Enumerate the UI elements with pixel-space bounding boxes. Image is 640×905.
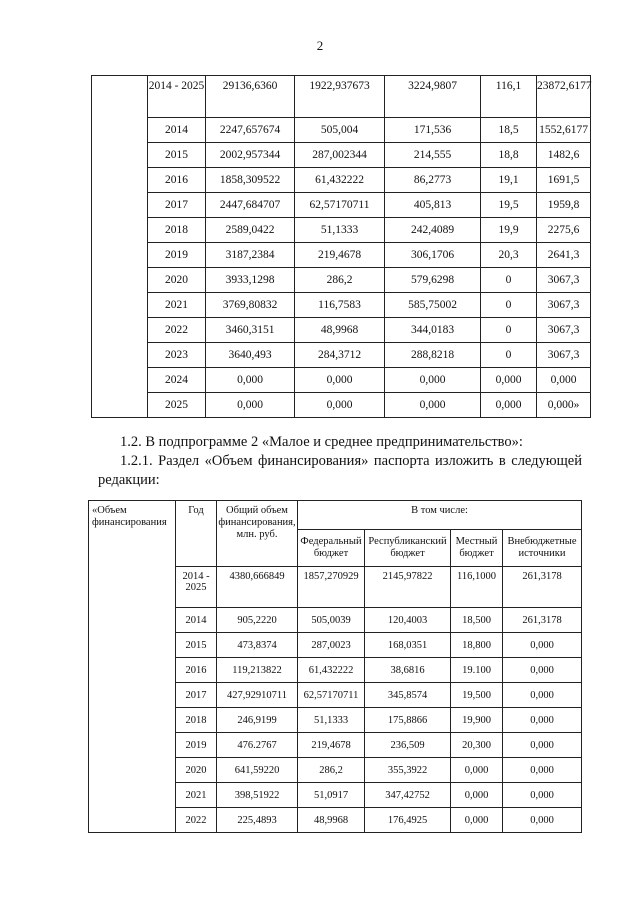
table-cell: 286,2 bbox=[295, 268, 385, 293]
table-cell: 2247,657674 bbox=[206, 118, 295, 143]
table-cell: 0 bbox=[481, 268, 537, 293]
table-row bbox=[92, 243, 591, 268]
table-cell: 2017 bbox=[176, 683, 217, 708]
table-cell: 2015 bbox=[148, 143, 206, 168]
table-cell: 0,000 bbox=[503, 783, 582, 808]
table-cell: 0,000 bbox=[503, 683, 582, 708]
table-cell: 0,000 bbox=[503, 633, 582, 658]
table-cell: 176,4925 bbox=[365, 808, 451, 833]
table-cell: 1858,309522 bbox=[206, 168, 295, 193]
table-row bbox=[92, 393, 591, 418]
table-cell: 219,4678 bbox=[295, 243, 385, 268]
table-cell: 116,1 bbox=[481, 76, 537, 118]
table-cell: 2023 bbox=[148, 343, 206, 368]
table-cell: 19.100 bbox=[451, 658, 503, 683]
table-cell: 3769,80832 bbox=[206, 293, 295, 318]
table-cell: 2025 bbox=[148, 393, 206, 418]
table-cell: 62,57170711 bbox=[295, 193, 385, 218]
table-cell: 0,000 bbox=[503, 758, 582, 783]
table-cell: 48,9968 bbox=[298, 808, 365, 833]
table-cell: 2014 bbox=[176, 608, 217, 633]
table-cell: 288,8218 bbox=[385, 343, 481, 368]
table-cell: 905,2220 bbox=[217, 608, 298, 633]
table-cell: 355,3922 bbox=[365, 758, 451, 783]
table-cell: 18,8 bbox=[481, 143, 537, 168]
table-cell: 2275,6 bbox=[537, 218, 591, 243]
label-column-blank bbox=[92, 76, 148, 418]
table-cell: 2021 bbox=[148, 293, 206, 318]
table-cell: 1691,5 bbox=[537, 168, 591, 193]
table-cell: 2022 bbox=[176, 808, 217, 833]
table-cell: 1482,6 bbox=[537, 143, 591, 168]
table-cell: 2024 bbox=[148, 368, 206, 393]
paragraph-section-funding: 1.2.1. Раздел «Объем финансирования» паспорта изложить в следующей редакции: bbox=[98, 453, 582, 488]
table-cell: 2014 - 2025 bbox=[148, 76, 206, 118]
header-republic: Республиканский бюджет bbox=[365, 530, 451, 567]
header-local: Местный бюджет bbox=[451, 530, 503, 567]
table-cell: 242,4089 bbox=[385, 218, 481, 243]
table-cell: 246,9199 bbox=[217, 708, 298, 733]
header-extra: Внебюджетные источники bbox=[503, 530, 582, 567]
table-cell: 2014 bbox=[148, 118, 206, 143]
table-row bbox=[92, 193, 591, 218]
table-cell: 0,000 bbox=[206, 368, 295, 393]
table-cell: 3460,3151 bbox=[206, 318, 295, 343]
table-cell: 398,51922 bbox=[217, 783, 298, 808]
table-cell: 0 bbox=[481, 343, 537, 368]
table-cell: 2016 bbox=[148, 168, 206, 193]
table-cell: 0,000 bbox=[503, 808, 582, 833]
table-cell: 2022 bbox=[148, 318, 206, 343]
table-cell: 38,6816 bbox=[365, 658, 451, 683]
table-cell: 23872,6177 bbox=[537, 76, 591, 118]
table-cell: 3187,2384 bbox=[206, 243, 295, 268]
table-cell: 51,1333 bbox=[295, 218, 385, 243]
table-cell: 345,8574 bbox=[365, 683, 451, 708]
table-cell: 287,002344 bbox=[295, 143, 385, 168]
table-cell: 287,0023 bbox=[298, 633, 365, 658]
table-cell: 0,000 bbox=[451, 808, 503, 833]
table-cell: 284,3712 bbox=[295, 343, 385, 368]
table-cell: 0,000 bbox=[295, 393, 385, 418]
table-cell: 2015 bbox=[176, 633, 217, 658]
table-row bbox=[92, 268, 591, 293]
table-row bbox=[92, 368, 591, 393]
table-cell: 225,4893 bbox=[217, 808, 298, 833]
table-cell: 2589,0422 bbox=[206, 218, 295, 243]
table-cell: 116,1000 bbox=[451, 567, 503, 608]
table-cell: 51,0917 bbox=[298, 783, 365, 808]
table-cell: 2447,684707 bbox=[206, 193, 295, 218]
table-cell: 51,1333 bbox=[298, 708, 365, 733]
table-cell: 2019 bbox=[148, 243, 206, 268]
table-cell: 19,5 bbox=[481, 193, 537, 218]
table-cell: 344,0183 bbox=[385, 318, 481, 343]
table-cell: 0,000» bbox=[537, 393, 591, 418]
table-cell: 2016 bbox=[176, 658, 217, 683]
table-cell: 2002,957344 bbox=[206, 143, 295, 168]
table-cell: 175,8866 bbox=[365, 708, 451, 733]
table-cell: 1552,6177 bbox=[537, 118, 591, 143]
table-cell: 29136,6360 bbox=[206, 76, 295, 118]
table-cell: 19,9 bbox=[481, 218, 537, 243]
funding-table-continuation bbox=[91, 75, 591, 418]
table-row bbox=[92, 218, 591, 243]
table-cell: 48,9968 bbox=[295, 318, 385, 343]
table-row bbox=[92, 76, 591, 118]
table-cell: 19,500 bbox=[451, 683, 503, 708]
table-cell: 219,4678 bbox=[298, 733, 365, 758]
table-cell: 2018 bbox=[176, 708, 217, 733]
table-cell: 2017 bbox=[148, 193, 206, 218]
table-cell: 18,500 bbox=[451, 608, 503, 633]
table-cell: 505,0039 bbox=[298, 608, 365, 633]
table-cell: 3067,3 bbox=[537, 293, 591, 318]
table-cell: 261,3178 bbox=[503, 608, 582, 633]
table-cell: 0,000 bbox=[537, 368, 591, 393]
table-cell: 2145,97822 bbox=[365, 567, 451, 608]
table-cell: 119,213822 bbox=[217, 658, 298, 683]
table-cell: 0 bbox=[481, 293, 537, 318]
table-cell: 473,8374 bbox=[217, 633, 298, 658]
table-cell: 86,2773 bbox=[385, 168, 481, 193]
table-cell: 1857,270929 bbox=[298, 567, 365, 608]
table-cell: 0,000 bbox=[451, 783, 503, 808]
table-cell: 0,000 bbox=[503, 733, 582, 758]
table-cell: 0,000 bbox=[481, 368, 537, 393]
table-cell: 427,92910711 bbox=[217, 683, 298, 708]
table-cell: 1959,8 bbox=[537, 193, 591, 218]
table-cell: 286,2 bbox=[298, 758, 365, 783]
table-cell: 19,900 bbox=[451, 708, 503, 733]
table-cell: 0,000 bbox=[503, 708, 582, 733]
table-cell: 641,59220 bbox=[217, 758, 298, 783]
table-cell: 405,813 bbox=[385, 193, 481, 218]
table-cell: 62,57170711 bbox=[298, 683, 365, 708]
table-cell: 0,000 bbox=[503, 658, 582, 683]
table-cell: 0,000 bbox=[385, 368, 481, 393]
table-cell: 2014 - 2025 bbox=[176, 567, 217, 608]
table-cell: 3640,493 bbox=[206, 343, 295, 368]
table-cell: 306,1706 bbox=[385, 243, 481, 268]
funding-table-subprogram-2 bbox=[88, 500, 582, 833]
header-including: В том числе: bbox=[298, 501, 582, 530]
table-row bbox=[92, 318, 591, 343]
table-cell: 579,6298 bbox=[385, 268, 481, 293]
table-cell: 0,000 bbox=[451, 758, 503, 783]
paragraph-subprogram-2: 1.2. В подпрограмме 2 «Малое и среднее предпринимательство»: bbox=[120, 434, 523, 450]
table-row bbox=[92, 343, 591, 368]
table-cell: 0,000 bbox=[481, 393, 537, 418]
table-cell: 2018 bbox=[148, 218, 206, 243]
table-cell: 2020 bbox=[176, 758, 217, 783]
table-cell: 20,3 bbox=[481, 243, 537, 268]
header-federal: Федеральный бюджет bbox=[298, 530, 365, 567]
table-row bbox=[92, 143, 591, 168]
table-cell: 505,004 bbox=[295, 118, 385, 143]
funding-label-cell: «Объем финансирования bbox=[89, 501, 176, 833]
table-row bbox=[92, 168, 591, 193]
table-cell: 61,432222 bbox=[298, 658, 365, 683]
table-cell: 0,000 bbox=[295, 368, 385, 393]
table-cell: 20,300 bbox=[451, 733, 503, 758]
table-cell: 4380,666849 bbox=[217, 567, 298, 608]
table-cell: 3067,3 bbox=[537, 343, 591, 368]
header-total: Общий объем финансирования, млн. руб. bbox=[217, 501, 298, 567]
header-year: Год bbox=[176, 501, 217, 567]
table-cell: 18,5 bbox=[481, 118, 537, 143]
table-cell: 261,3178 bbox=[503, 567, 582, 608]
table-cell: 3067,3 bbox=[537, 318, 591, 343]
page-number: 2 bbox=[316, 38, 324, 53]
table-cell: 120,4003 bbox=[365, 608, 451, 633]
table-cell: 2019 bbox=[176, 733, 217, 758]
table-cell: 236,509 bbox=[365, 733, 451, 758]
table-cell: 171,536 bbox=[385, 118, 481, 143]
table-cell: 0,000 bbox=[206, 393, 295, 418]
table-row bbox=[92, 118, 591, 143]
table-cell: 347,42752 bbox=[365, 783, 451, 808]
table-cell: 116,7583 bbox=[295, 293, 385, 318]
table-cell: 2021 bbox=[176, 783, 217, 808]
table-cell: 3933,1298 bbox=[206, 268, 295, 293]
table-cell: 2641,3 bbox=[537, 243, 591, 268]
table-cell: 168,0351 bbox=[365, 633, 451, 658]
table-cell: 3224,9807 bbox=[385, 76, 481, 118]
table-row bbox=[92, 293, 591, 318]
table-cell: 0,000 bbox=[385, 393, 481, 418]
table-cell: 0 bbox=[481, 318, 537, 343]
table-cell: 2020 bbox=[148, 268, 206, 293]
table-cell: 214,555 bbox=[385, 143, 481, 168]
table-cell: 18,800 bbox=[451, 633, 503, 658]
table-cell: 61,432222 bbox=[295, 168, 385, 193]
table-cell: 1922,937673 bbox=[295, 76, 385, 118]
table-cell: 3067,3 bbox=[537, 268, 591, 293]
table-cell: 585,75002 bbox=[385, 293, 481, 318]
table-cell: 19,1 bbox=[481, 168, 537, 193]
table-cell: 476.2767 bbox=[217, 733, 298, 758]
